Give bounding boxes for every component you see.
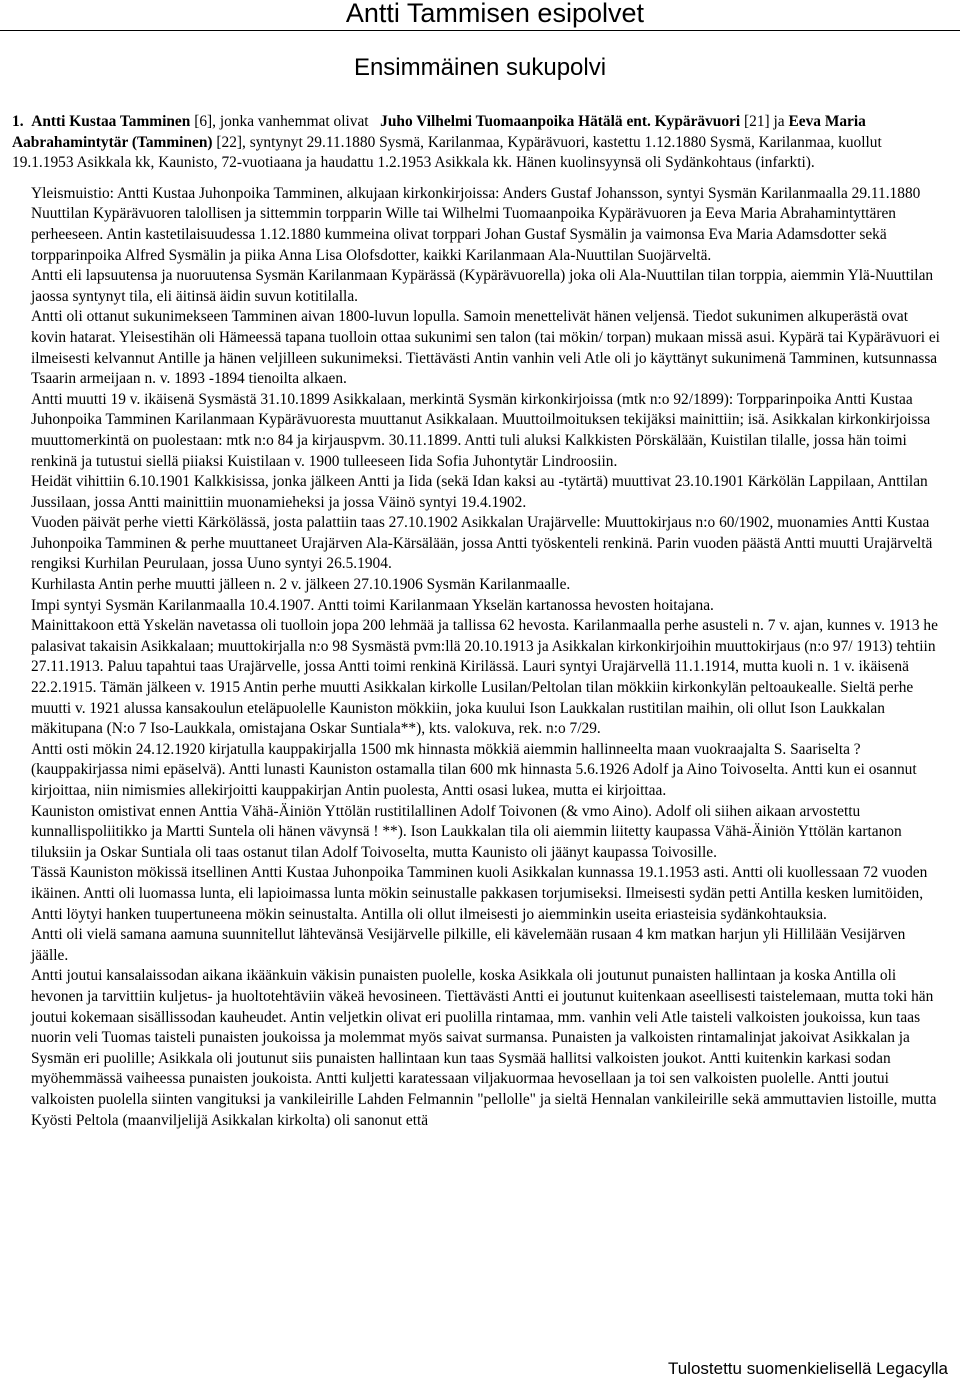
paragraph-9: Antti osti mökin 24.12.1920 kirjatulla kauppakirjalla 1500 mk hinnasta mökkiä aiemmin hallinneelta maan vuokraajalta S. Saariselta ? (kauppakirjassa nimi epäselvä). Antti lunasti Kauniston ostamalla tilan 600 mk hinnasta 5.6.1926 Adolf ja Aino Toivoselta. Antti kun ei osannut kirjoittaa, niin nimismies allekirjoitti kauppakirjan Antin puolesta, Antti osasi lukea, mutta ei kirjoittaa. xyxy=(31,740,917,799)
entry-details: [22], syntynyt 29.11.1880 Sysmä, Karilanmaa, Kypärävuori, kastettu 1.12.1880 Sysmä, Karilanmaa, kuollut 19.1.1953 Asikkala kk, Kaunisto, 72-vuotiaana ja haudattu 1.2.1953 Asikkala kk. Hänen kuolinsyynsä oli Sydänkohtaus (infarkti). xyxy=(12,133,882,172)
paragraph-10: Kauniston omistivat ennen Anttia Vähä-Äiniön Yttölän rustitilallinen Adolf Toivonen (& vmo Aino). Adolf oli siihen aikaan arvostettu kunnallispoliitikko ja Martti Suntela oli hänen vävynsä ! **). Ison Laukkalan tila oli aiemmin liitetty kaupassa Vähä-Äiniön Yttölän kartanon tiluksiin ja Oskar Suntiala oli taas ostanut tilan Adolf Toivoselta, mutta Kaunisto oli jäänyt kaupassa Toivosille. xyxy=(31,802,902,861)
page-title: Antti Tammisen esipolvet xyxy=(345,0,644,28)
paragraph-7: Impi syntyi Sysmän Karilanmaalla 10.4.1907. Antti toimi Karilanmaan Ykselän kartanossa hevosten hoitajana. xyxy=(31,596,714,614)
entry-mother: Eeva Maria Aabrahamintytär (Tamminen) xyxy=(12,113,866,151)
paragraph-5: Vuoden päivät perhe vietti Kärkölässä, josta palattiin taas 27.10.1902 Asikkalan Urajärvelle: Muuttokirjaus n:o 60/1902, muonamies Antti Kustaa Juhonpoika Tamminen & perhe muuttaneet Urajärven Ala-Kärsälään, jossa Antti työskenteli renkinä. Parin vuoden päästä Antti muutti Urajärveltä rengiksi Kurhilan Peurulaan, jossa Uuno syntyi 26.5.1904. xyxy=(31,514,933,573)
paragraph-13: Antti joutui kansalaissodan aikana ikäänkuin väkisin punaisten puolelle, koska Asikkala oli joutunut punaisten hallintaan ja koska Antilla oli hevonen ja tarvittiin kuljetus- ja huoltotehtäviin väkeä hevosineen. Tiettävästi Antti ei joutunut kuitenkaan aseellisesti taistelemaan, mutta toki hän joutui kokemaan sisällissodan kauheudet. Antin veljetkin olivat eri puolilla rintamaa, mm. vanhin veli Atle taisteli valkoisten joukoissa, kun taas nuorin veli Tuomas taisteli punaisten joukoissa ja molemmat myös saivat surmansa. Punaisten ja valkoisten rintamalinjat jakoivat Asikkalan ja Sysmän eri puolille; Asikkala oli joutunut siis punaisten hallintaan kun taas Sysmää hallitsi valkoisten joukot. Antti kuitenkin karkasi sodan myöhemmässä vaiheessa punaisten joukoista. Antti kuljetti karatessaan viljakuormaa hevosellaan ja toi sen valkoisten puolelle. Antti joutui valkoisten puolella siinten vangituksi ja vankileirille Lahden Felmannin "pellolle" ja sieltä Hennalan vankileirille sekä ammuttavien listoille, mutta Kyösti Peltola (maanviljelijä Asikkalan kirkolta) oli sanonut että xyxy=(31,967,937,1129)
entry-ref: [6], jonka vanhemmat olivat xyxy=(194,113,369,130)
entry-father: Juho Vilhelmi Tuomaanpoika Hätälä ent. Kypärävuori xyxy=(380,113,741,130)
paragraph-1: Antti eli lapsuutensa ja nuoruutensa Sysmän Karilanmaan Kypärässä (Kypärävuorella) joka oli Ala-Nuuttilan tilan torppia, aiemmin Ylä-Nuuttilan jaossa syntynyt tila, eli äitinsä äidin suvun kotitilalla. xyxy=(31,267,934,305)
entry-father-ref: [21] ja xyxy=(744,113,785,130)
entry-heading xyxy=(12,112,943,174)
footer-text: Tulostettu suomenkielisellä Legacylla xyxy=(667,1359,948,1378)
generation-title: Ensimmäinen sukupolvi xyxy=(353,54,607,81)
entry-number: 1. xyxy=(12,113,24,130)
paragraph-2: Antti oli ottanut sukunimekseen Tamminen aivan 1800-luvun lopulla. Samoin menettelivät hänen veljensä. Tiedot sukunimen alkuperästä ovat kovin hatarat. Yleisestihän oli Hämeessä tapana tuolloin ottaa sukunimi sen talon (tai mökin/ torpan) mukaan missä asui. Kypärä tai Kypärävuori ei ilmeisesti kelvannut Antille ja hänen veljilleen sukunimeksi. Tiettävästi Antin vanhin veli Atle oli jo käyttänyt sukunimenä Tamminen, kutsunnassa Tsaarin armeijaan n. v. 1893 -1894 tienoilta alkaen. xyxy=(31,308,940,388)
paragraph-0: Yleismuistio: Antti Kustaa Juhonpoika Tamminen, alkujaan kirkonkirjoissa: Anders Gustaf Johansson, syntyi Sysmän Karilanmaalla 29.11.1880 Nuuttilan Kypärävuoren talollisen ja sittemmin torpparin Wille tai Wilhelmi Tuomaanpoika Kypärävuoren ja Eeva Maria Abrahamintyttären perheeseen. Antin kastetilaisuudessa 1.12.1880 kummeina olivat torppari Johan Gustaf Sysmälin ja vaimonsa Eva Maria Adamsdotter sekä torpparinpoika Alfred Sysmälin ja piika Anna Lisa Olofsdotter, kaikki Karilanmaan Ala-Nuuttilan Suojärveltä. xyxy=(31,184,921,264)
entry-name: Antti Kustaa Tamminen xyxy=(31,113,191,130)
page-header xyxy=(0,0,960,31)
spacer xyxy=(31,174,943,184)
paragraph-6: Kurhilasta Antin perhe muutti jälleen n. 2 v. jälkeen 27.10.1906 Sysmän Karilanmaalle. xyxy=(31,576,571,594)
document-body xyxy=(12,112,943,1131)
paragraph-12: Antti oli vielä samana aamuna suunnitellut lähtevänsä Vesijärvelle pilkille, eli kävelemään rusaan 4 km matkan harjun yli Hillilään Vesijärven jäälle. xyxy=(31,926,906,964)
paragraph-4: Heidät vihittiin 6.10.1901 Kalkkisissa, jonka jälkeen Antti ja Iida (sekä Idan kaksi au -tytärtä) muuttivat 23.10.1901 Kärkölän Lappilaan, Anttilan Jussilaan, jossa Antti mainittiin muonamieheksi ja jossa Väinö syntyi 19.4.1902. xyxy=(31,473,928,511)
paragraph-11: Tässä Kauniston mökissä itsellinen Antti Kustaa Juhonpoika Tamminen kuoli Asikkalan kunnassa 19.1.1953 asti. Antti oli kuollessaan 72 vuoden ikäinen. Antti oli luomassa lunta, eli lapioimassa lunta mökin seinustalle pakkasen torjumiseksi. Ilmeisesti sydän petti Antilla kesken lumitöiden, Antti löytyi hanken tuupertuneena mökin seinustalta. Antilla oli ollut ilmeisesti jo aiemminkin useita eriasteisia sydänkohtauksia. xyxy=(31,864,928,923)
paragraph-3: Antti muutti 19 v. ikäisenä Sysmästä 31.10.1899 Asikkalaan, merkintä Sysmän kirkonkirjoissa (mtk n:o 92/1899): Torpparinpoika Antti Kustaa Juhonpoika Tamminen Karilanmaan Kypärävuoresta muuttanut Asikkalaan. Muuttoilmoituksen tekijäksi mainittiin; isä. Asikkalan kirkonkirjoissa muuttomerkintä on puolestaan: mtk n:o 84 ja kirjauspvm. 30.11.1899. Antti tuli aluksi Kalkkisten Pörskälään, Kuistilan tilalle, jossa hän toimi renkinä ja tutustui siellä piiaksi Kuistilaan v. 1900 tulleeseen Iida Sofia Juhontytär Lindroosiin. xyxy=(31,390,931,470)
paragraph-8: Mainittakoon että Yskelän navetassa oli tuolloin jopa 200 lehmää ja tallissa 62 hevosta. Karilanmaalla perhe asusteli n. 7 v. ajan, kunnes v. 1913 he palasivat takaisin Asikkalaan; muuttokirjalla n:o 98 Sysmästä pvm:llä 20.10.1913 ja Asikkalan kirkonkirjoihin muuttokirjaus (n:o 97/ 1913) tehtiin 27.11.1913. Paluu tapahtui taas Urajärvelle, jossa Antti toimi renkinä Kirilässä. Lauri syntyi Urajärvellä 11.1.1914, mutta kuoli n. 1 v. ikäisenä 22.2.1915. Tämän jälkeen v. 1915 Antin perhe muutti Asikkalan kirkolle Lusilan/Peltolan tilan mökkiin kirkonkylän peltoaukealle. Sieltä perhe muutti v. 1921 alussa kansakoulun eteläpuolelle Kauniston mökkiin, joka kuului Ison Laukkalan rustitilan maihin, oli ollut Ison Laukkalan mäkitupana (N:o 7 Iso-Laukkala, omistajana Oskar Suntiala**), kts. valokuva, rek. n:o 7/29. xyxy=(31,617,938,738)
